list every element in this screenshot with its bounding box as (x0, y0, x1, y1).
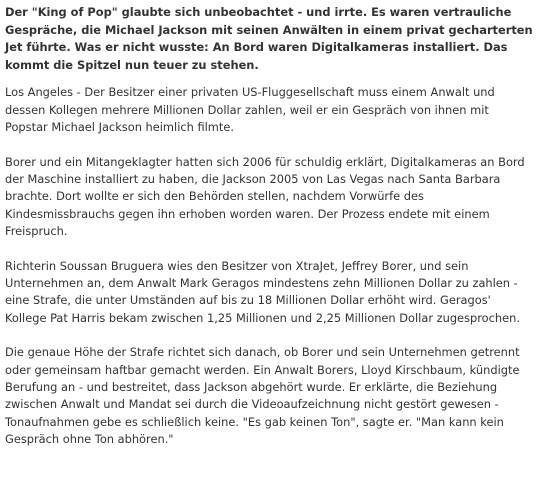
article (5, 4, 535, 466)
article-paragraph-3: Richterin Soussan Bruguera wies den Besitzer von XtraJet, Jeffrey Borer, und sein Unternehmen an, dem Anwalt Mark Geragos mindestens zehn Millionen Dollar zu zahlen - eine Strafe, die unter Umständen auf bis zu 18 Millionen Dollar erhöht wird. Geragos' Kollege Pat Harris bekam zwischen 1,25 Millionen und 2,25 Millionen Dollar zugesprochen. (5, 258, 520, 325)
article-paragraph-2: Borer und ein Mitangeklagter hatten sich 2006 für schuldig erklärt, Digitalkameras an Bord der Maschine installiert zu haben, die Jackson 2005 von Las Vegas nach Santa Barbara brachte. Dort wollte er sich den Behörden stellen, nachdem Vorwürfe des Kindesmissbrauchs gegen ihn erhoben worden waren. Der Prozess endete mit einem Freispruch. (5, 154, 525, 239)
article-paragraph-1: Los Angeles - Der Besitzer einer privaten US-Fluggesellschaft muss einem Anwalt und dessen Kollegen mehrere Millionen Dollar zahlen, weil er ein Gespräch von ihnen mit Popstar Michael Jackson heimlich filmte. (5, 85, 495, 135)
article-lead: Der "King of Pop" glaubte sich unbeobachtet - und irrte. Es waren vertrauliche Gespräche, die Michael Jackson mit seinen Anwälten in einem privat gecharterten Jet führte. Was er nicht wusste: An Bord waren Digitalkameras installiert. Das kommt die Spitzel nun teuer zu stehen. (5, 5, 533, 72)
article-paragraph-4: Die genaue Höhe der Strafe richtet sich danach, ob Borer und sein Unternehmen getrennt oder gemeinsam haftbar gemacht werden. Ein Anwalt Borers, Lloyd Kirschbaum, kündigte Berufung an - und bestreitet, dass Jackson abgehört wurde. Er erklärte, die Beziehung zwischen Anwalt und Mandat sei durch die Videoaufzeichnung nicht gestört gewesen - Tonaufnahmen gebe es schließlich keine. "Es gab keinen Ton", sagte er. "Man kann kein Gespräch ohne Ton abhören." (5, 345, 520, 447)
